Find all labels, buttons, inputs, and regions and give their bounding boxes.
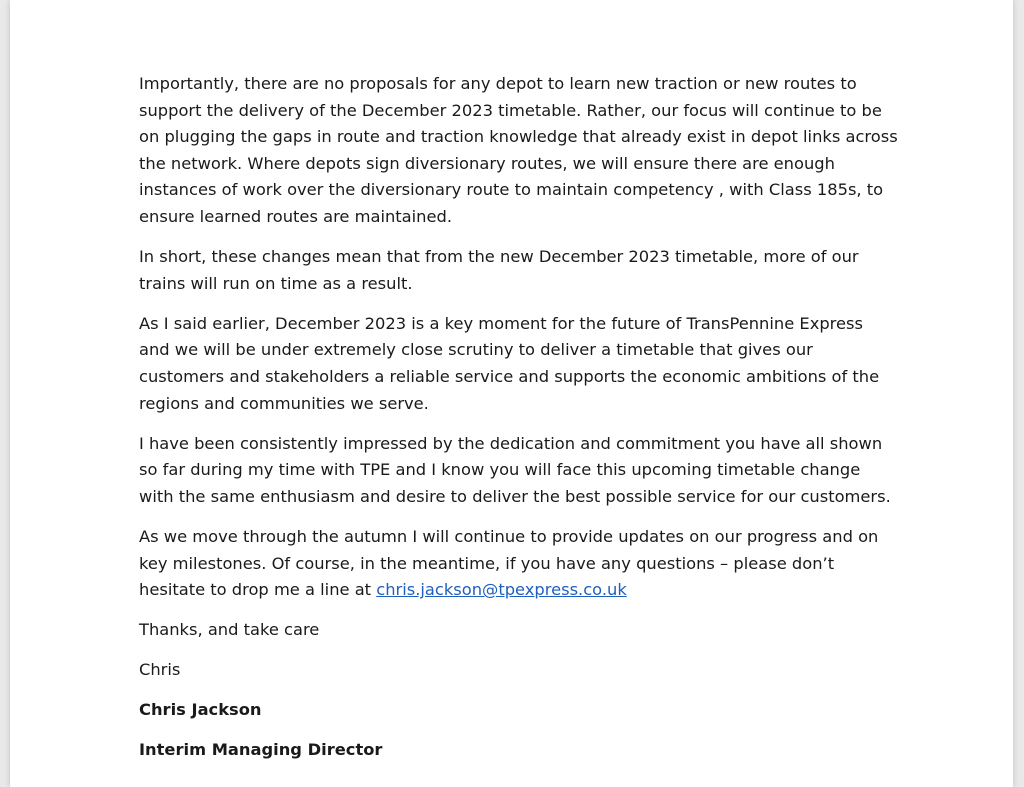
paragraph-updates-text: As we move through the autumn I will continue to provide updates on our progress and on key milestones. Of course, in the meantime, if you have any questions – please don’t hesitate to drop me a line at <box>139 526 879 600</box>
paragraph-on-time: In short, these changes mean that from the new December 2023 timetable, more of our trains will run on time as a result. <box>139 247 859 293</box>
paragraph-key-moment: As I said earlier, December 2023 is a key moment for the future of TransPennine Express and we will be under extremely close scrutiny to deliver a timetable that gives our customers and stakeholders a reliable service and supports the economic ambitions of the regions and communities we serve. <box>139 313 880 413</box>
paragraph-updates <box>139 524 919 604</box>
document-page <box>10 0 1013 787</box>
signoff-first-name: Chris <box>139 660 181 680</box>
letter-body <box>139 71 919 778</box>
paragraph-commitment: I have been consistently impressed by the dedication and commitment you have all shown so far during my time with TPE and I know you will face this upcoming timetable change with the same enthusiasm and desire to deliver the best possible service for our customers. <box>139 433 891 506</box>
paragraph-route-knowledge: Importantly, there are no proposals for any depot to learn new traction or new routes to support the delivery of the December 2023 timetable. Rather, our focus will continue to be on plugging the gaps in route and traction knowledge that already exist in depot links across the network. Where depots sign diversionary routes, we will ensure there are enough instances of work over the diversionary route to maintain competency , with Class 185s, to ensure learned routes are maintained. <box>139 74 898 226</box>
signatory-name: Chris Jackson <box>139 700 262 720</box>
signatory-title: Interim Managing Director <box>139 740 383 760</box>
closing-line: Thanks, and take care <box>139 620 320 640</box>
email-link[interactable]: chris.jackson@tpexpress.co.uk <box>376 580 627 600</box>
